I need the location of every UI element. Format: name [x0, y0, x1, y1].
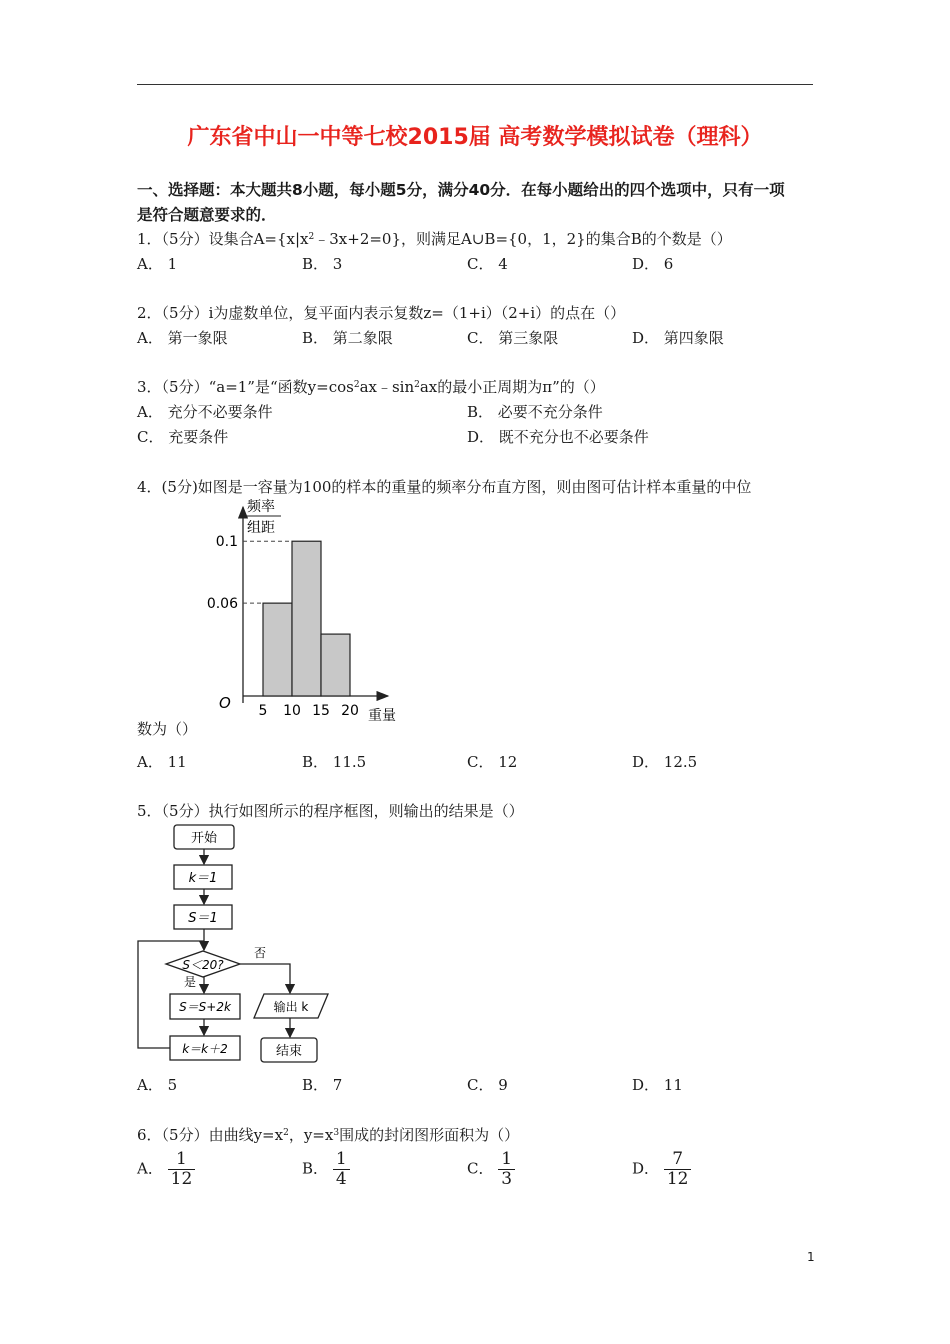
q6-option-c-letter: C．: [467, 1159, 494, 1178]
q6-option-d-fraction: [664, 1150, 692, 1189]
question-3: [137, 376, 605, 397]
q1-text-pre: 1．（5分）设集合A={x|x: [137, 230, 309, 248]
q6-sup2: 3: [333, 1128, 340, 1138]
histogram-ytick-label: 0.06: [206, 596, 238, 613]
q6-option-c[interactable]: [467, 1150, 515, 1189]
question-4: 4．(5分)如图是一容量为100的样本的重量的频率分布直方图，则由图可估计样本重量的中位: [137, 478, 752, 496]
q6-option-a-num: 1: [168, 1150, 196, 1170]
q3-option-d[interactable]: D． 既不充分也不必要条件: [467, 428, 649, 446]
histogram-xtick-label: 15: [312, 703, 330, 719]
q3-sup2: 2: [414, 380, 420, 390]
flow-update-k-label: k＝k＋2: [182, 1042, 228, 1056]
histogram-bar: [321, 634, 350, 696]
flowchart-figure: [132, 820, 337, 1070]
flow-init-s-label: S＝1: [188, 911, 218, 926]
q1-sup: 2: [308, 232, 315, 242]
histogram-xlabel: 重量: [368, 708, 396, 724]
histogram-figure: [205, 495, 420, 725]
q6-text-post: 围成的封闭图形面积为（）: [339, 1126, 520, 1144]
question-4-cont: 数为（）: [137, 720, 198, 738]
q6-option-c-den: 3: [501, 1169, 513, 1189]
q6-option-d-den: 12: [666, 1169, 689, 1189]
q3-option-c[interactable]: C． 充要条件: [137, 428, 229, 446]
flow-output-label: 输出 k: [273, 1000, 309, 1014]
histogram-bar: [292, 541, 321, 696]
q1-option-b[interactable]: B． 3: [302, 255, 343, 273]
q5-option-b[interactable]: B． 7: [302, 1076, 343, 1094]
q4-option-c[interactable]: C． 12: [467, 753, 518, 771]
q3-text-pre: 3．（5分）“a=1”是“函数y=cos: [137, 378, 354, 396]
q2-option-d[interactable]: D． 第四象限: [632, 329, 724, 347]
q6-option-b-num: 1: [333, 1150, 350, 1170]
question-1: [137, 228, 732, 249]
flow-init-k-label: k＝1: [188, 871, 218, 886]
q6-text-mid: ，y=x: [288, 1126, 334, 1144]
q3-sup1: 2: [353, 380, 360, 390]
q3-text-mid: ax﹣sin: [359, 378, 415, 396]
q5-option-d[interactable]: D． 11: [632, 1076, 683, 1094]
page-number: 1: [807, 1250, 815, 1264]
histogram-ytick-label: 0.1: [215, 534, 238, 551]
q6-option-d-num: 7: [664, 1150, 692, 1170]
q6-option-a-den: 12: [170, 1169, 193, 1189]
q4-option-a[interactable]: A． 11: [137, 753, 187, 771]
q1-option-a[interactable]: A． 1: [137, 255, 178, 273]
q1-text-post: ﹣3x+2=0}，则满足A∪B={0，1，2}的集合B的个数是（）: [314, 230, 732, 248]
histogram-bar: [263, 603, 292, 696]
histogram-ylabel-top: 频率: [247, 499, 275, 515]
histogram-origin: O: [219, 694, 231, 712]
flow-arrow-no: [240, 964, 290, 993]
q6-option-a[interactable]: [137, 1150, 195, 1189]
q4-option-b[interactable]: B． 11.5: [302, 753, 367, 771]
question-5: 5．（5分）执行如图所示的程序框图，则输出的结果是（）: [137, 802, 524, 820]
histogram-ylabel-bottom: 组距: [247, 520, 275, 536]
q2-option-b[interactable]: B． 第二象限: [302, 329, 393, 347]
q6-text-pre: 6．（5分）由曲线y=x: [137, 1126, 284, 1144]
q6-option-a-letter: A．: [137, 1159, 163, 1178]
q6-option-a-fraction: [168, 1150, 196, 1189]
q6-option-c-fraction: [498, 1150, 515, 1189]
q3-text-post: ax的最小正周期为π”的（）: [419, 378, 605, 396]
q1-option-d[interactable]: D． 6: [632, 255, 674, 273]
flow-update-s-label: S＝S+2k: [179, 1000, 231, 1014]
histogram-xtick-label: 10: [283, 703, 301, 719]
question-2: 2．（5分）i为虚数单位，复平面内表示复数z=（1+i）（2+i）的点在（）: [137, 304, 626, 322]
flow-condition-label: S＜20?: [182, 958, 224, 972]
q3-option-a[interactable]: A． 充分不必要条件: [137, 403, 273, 421]
document-title: 广东省中山一中等七校2015届 高考数学模拟试卷（理科）: [187, 125, 763, 150]
flow-no-label: 否: [254, 946, 267, 960]
q6-option-d[interactable]: [632, 1150, 691, 1189]
q6-option-b[interactable]: [302, 1150, 350, 1189]
q6-option-c-num: 1: [498, 1150, 515, 1170]
q5-option-c[interactable]: C． 9: [467, 1076, 508, 1094]
flow-end-label: 结束: [275, 1044, 303, 1059]
histogram-xtick-label: 20: [341, 703, 359, 719]
q3-option-b[interactable]: B． 必要不充分条件: [467, 403, 603, 421]
q6-option-d-letter: D．: [632, 1159, 660, 1178]
section-heading-line1: 一、选择题：本大题共8小题，每小题5分，满分40分．在每小题给出的四个选项中，只有一项: [137, 181, 785, 199]
section-heading-line2: 是符合题意要求的．: [137, 206, 277, 224]
q2-option-c[interactable]: C． 第三象限: [467, 329, 559, 347]
q6-sup1: 2: [283, 1128, 289, 1138]
q6-option-b-letter: B．: [302, 1159, 329, 1178]
q5-option-a[interactable]: A． 5: [137, 1076, 178, 1094]
q1-option-c[interactable]: C． 4: [467, 255, 508, 273]
q6-option-b-fraction: [333, 1150, 350, 1189]
flow-start-label: 开始: [190, 831, 218, 846]
q4-option-d[interactable]: D． 12.5: [632, 753, 698, 771]
question-6: [137, 1124, 519, 1145]
q6-option-b-den: 4: [335, 1169, 347, 1189]
flow-yes-label: 是: [184, 975, 197, 989]
q2-option-a[interactable]: A． 第一象限: [137, 329, 228, 347]
histogram-xtick-label: 5: [258, 703, 268, 719]
header-rule: [137, 84, 813, 85]
histogram-bars: [263, 541, 350, 696]
